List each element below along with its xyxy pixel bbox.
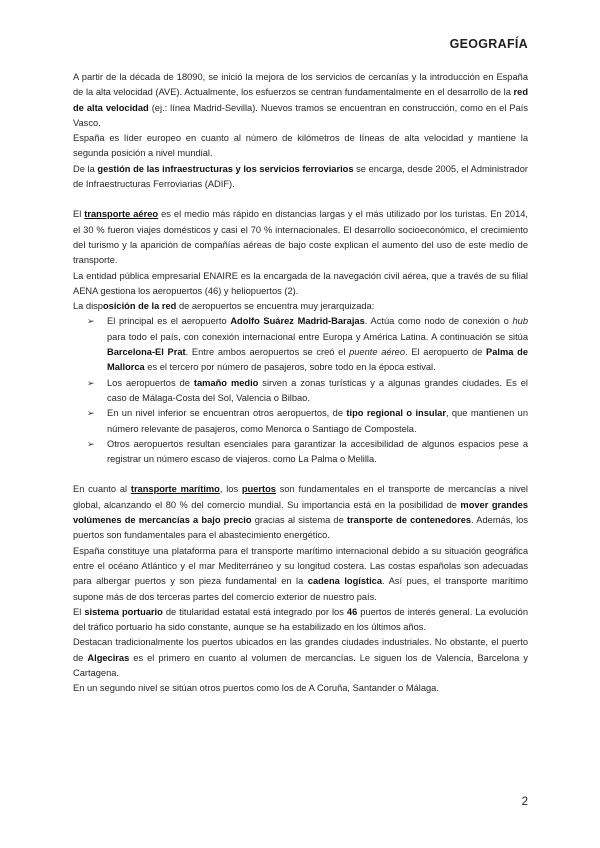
document-body xyxy=(73,70,528,697)
air-paragraph-2: La entidad pública empresarial ENAIRE es la encargada de la navegación civil aérea, que a través de su filial AENA gestiona los aeropuertos (46) y heliopuertos (2). xyxy=(73,270,528,296)
sea-paragraph-2: España constituye una plataforma para el transporte marítimo internacional debido a su situación geográfica entre el océano Atlántico y el mar Mediterráneo y su longitud costera. Las costas españolas son adecuadas para albergar puertos y son pieza fundamental en la cadena logística. Así pues, el transporte marítimo supone más de dos terceras partes del comercio exterior de nuestro país. xyxy=(73,545,528,602)
arrow-bullet-icon: ➢ xyxy=(87,438,95,449)
arrow-bullet-icon: ➢ xyxy=(87,316,95,327)
sea-paragraph-3: El sistema portuario de titularidad estatal está integrado por los 46 puertos de interés general. La evolución del tráfico portuario ha sido constante, aunque se ha estabilizado en los últimos años. xyxy=(73,606,529,633)
section-gap xyxy=(73,467,528,482)
airport-hierarchy-list xyxy=(73,314,528,467)
air-paragraph-3: La disposición de la red de aeropuertos se encuentra muy jerarquizada: xyxy=(73,301,375,312)
arrow-bullet-icon: ➢ xyxy=(87,377,95,388)
sea-paragraph-1: En cuanto al transporte marítimo, los puertos son fundamentales en el transporte de mercancías a nivel global, alcanzando el 80 % del comercio mundial. Su importancia está en la posibilidad de mover grandes volúmenes de mercancías a bajo precio gracias al sistema de transporte de contenedores. Además, los puertos son fundamentales para el abastecimiento energético. xyxy=(73,484,529,541)
rail-paragraph-1: A partir de la década de 18090, se inició la mejora de los servicios de cercanías y la introducción en España de la alta velocidad (AVE). Actualmente, los esfuerzos se centran fundamentalmente en el desarrollo de la red de alta velocidad (ej.: línea Madrid-Sevilla). Nuevos tramos se encuentran en construcción, como en el País Vasco. xyxy=(73,72,528,128)
sea-paragraph-5: En un segundo nivel se sitúan otros puertos como los de A Coruña, Santander o Málaga. xyxy=(73,683,439,694)
air-paragraph-1: El transporte aéreo es el medio más rápido en distancias largas y el más utilizado por los turistas. En 2014, el 30 % fueron viajes domésticos y casi el 70 % internacionales. El desarrollo socioeconómico, el crecimiento del turismo y la aparición de compañías aéreas de bajo coste explican el aumento del uso de este medio de transporte. xyxy=(73,209,528,266)
arrow-bullet-icon: ➢ xyxy=(87,408,95,419)
list-item: ➢ Otros aeropuertos resultan esenciales para garantizar la accesibilidad de algunos espacios pese a registrar un número escaso de viajeros. como La Palma o Melilla. xyxy=(87,438,528,465)
section-gap xyxy=(73,192,528,207)
list-item: ➢ El principal es el aeropuerto Adolfo Suárez Madrid-Barajas. Actúa como nodo de conexión o hub para todo el país, con conexión internacional entre Europa y América Latina. A continuación se sitúa Barcelona-El Prat. Entre ambos aeropuertos se creó el puente aéreo. El aeropuerto de Palma de Mallorca es el tercero por número de pasajeros, sobre todo en la época estival. xyxy=(87,316,529,373)
sea-paragraph-4: Destacan tradicionalmente los puertos ubicados en las grandes ciudades industriales. No obstante, el puerto de Algeciras es el primero en cuanto al volumen de mercancías. Le siguen los de Valencia, Barcelona y Cartagena. xyxy=(73,637,529,678)
rail-paragraph-2: España es líder europeo en cuanto al número de kilómetros de líneas de alta velocidad y mantiene la segunda posición a nivel mundial. xyxy=(73,133,528,159)
page-number: 2 xyxy=(521,796,528,808)
list-item: ➢ En un nivel inferior se encuentran otros aeropuertos, de tipo regional o insular, que mantienen un número relevante de pasajeros, como Menorca o Santiago de Compostela. xyxy=(87,408,529,434)
rail-paragraph-3: De la gestión de las infraestructuras y los servicios ferroviarios se encarga, desde 2005, el Administrador de Infraestructuras Ferroviarias (ADIF). xyxy=(73,163,528,190)
list-item: ➢ Los aeropuertos de tamaño medio sirven a zonas turísticas y a algunas grandes ciudades. Es el caso de Málaga-Costa del Sol, Valencia o Bilbao. xyxy=(87,377,528,403)
page-header-title: GEOGRAFÍA xyxy=(449,37,528,51)
